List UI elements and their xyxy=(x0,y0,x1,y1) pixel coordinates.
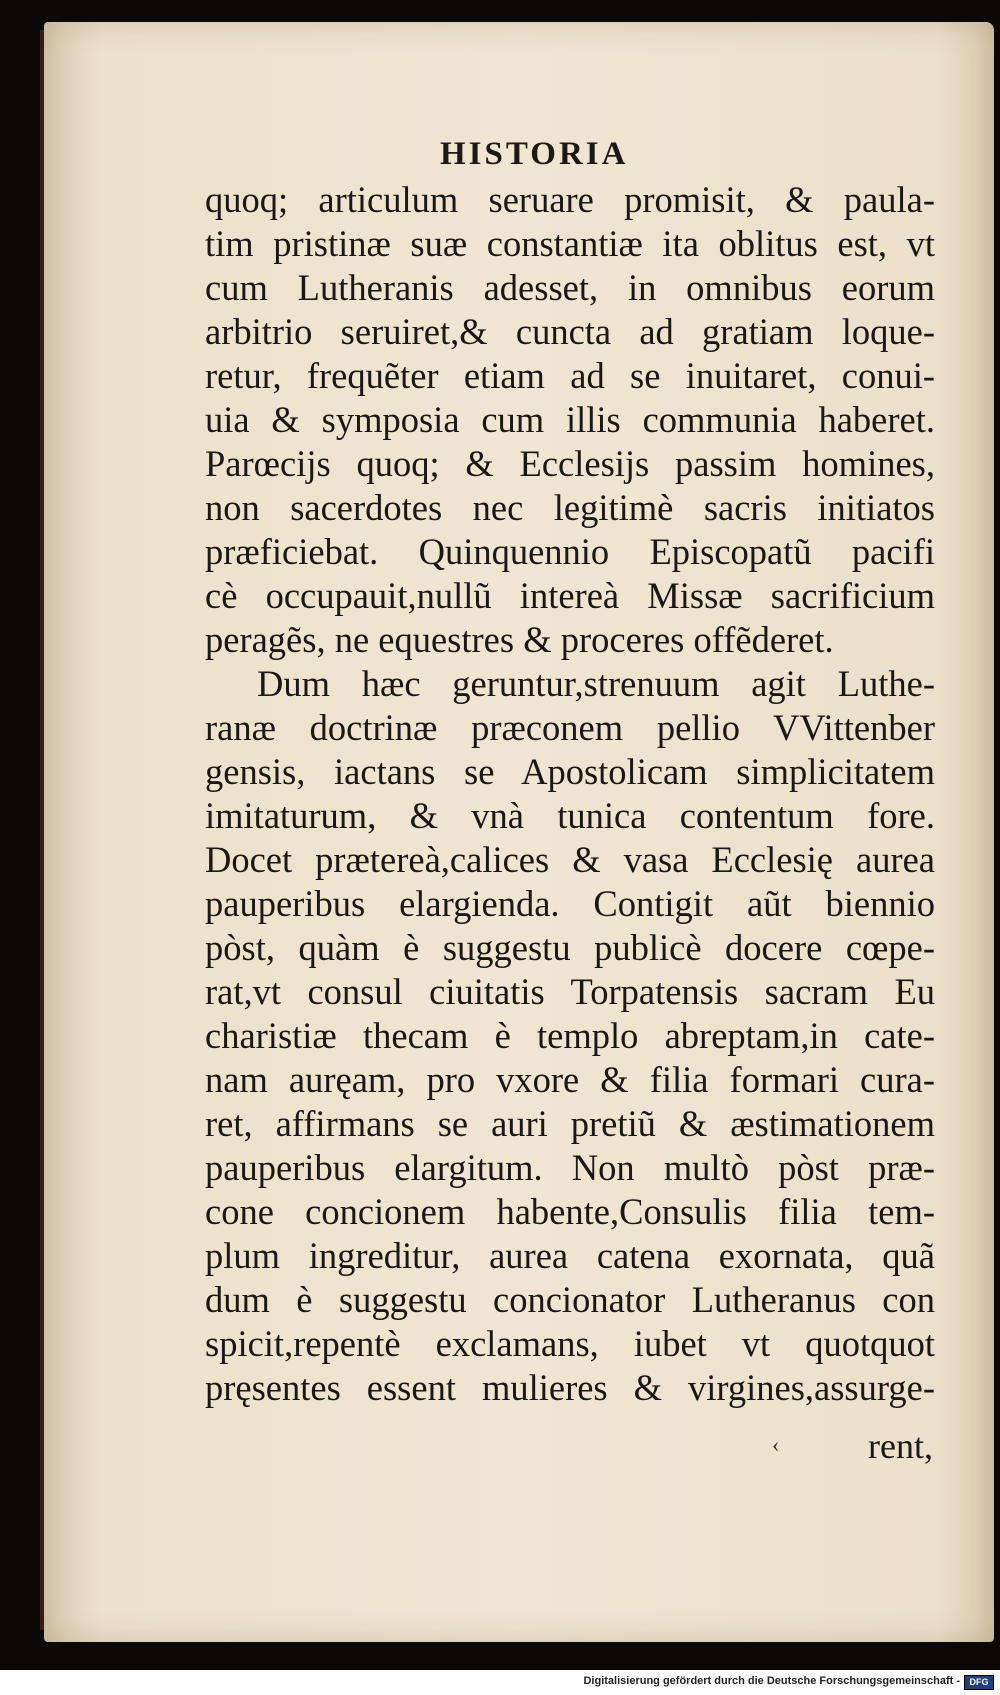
dfg-logo-icon: DFG xyxy=(964,1675,994,1690)
text-line: non sacerdotes nec legitimè sacris initiatos xyxy=(205,487,935,528)
text-line: cum Lutheranis adesset, in omnibus eorum xyxy=(205,267,935,308)
text-line: imitaturum, & vnà tunica contentum fore. xyxy=(205,795,935,836)
text-line-paragraph-end: peragẽs, ne equestres & proceres offẽderet. xyxy=(205,619,834,660)
text-line-paragraph-start: Dum hæc geruntur,strenuum agit Luthe- xyxy=(257,663,935,704)
text-line: præficiebat. Quinquennio Episcopatũ pacifi xyxy=(205,531,935,572)
catchword: rent, xyxy=(868,1426,933,1466)
stray-ink-mark: ‹ xyxy=(772,1432,780,1457)
text-line: gensis, iactans se Apostolicam simplicitatem xyxy=(205,751,935,792)
text-line: Parœcijs quoq; & Ecclesijs passim homines, xyxy=(205,443,935,484)
text-line: Docet prætereà,calices & vasa Ecclesię aurea xyxy=(205,839,935,880)
text-line: rat,vt consul ciuitatis Torpatensis sacram Eu xyxy=(205,971,935,1012)
text-line: ret, affirmans se auri pretiũ & æstimationem xyxy=(205,1103,935,1144)
text-line: quoq; articulum seruare promisit, & paula- xyxy=(205,179,935,220)
running-head: HISTORIA xyxy=(440,136,629,172)
text-line: pòst, quàm è suggestu publicè docere cœpe- xyxy=(205,927,935,968)
text-line: spicit,repentè exclamans, iubet vt quotquot xyxy=(205,1323,935,1364)
text-line: uia & symposia cum illis communia haberet. xyxy=(205,399,935,440)
body-text xyxy=(205,178,935,1410)
text-line: dum è suggestu concionator Lutheranus con xyxy=(205,1279,935,1320)
text-line: nam auręam, pro vxore & filia formari cura- xyxy=(205,1059,935,1100)
text-line: pauperibus elargitum. Non multò pòst præ- xyxy=(205,1147,935,1188)
text-line: charistiæ thecam è templo abreptam,in cate- xyxy=(205,1015,935,1056)
text-line: cone concionem habente,Consulis filia tem- xyxy=(205,1191,935,1232)
digitization-footer xyxy=(0,1670,1000,1695)
text-line: tim pristinæ suæ constantiæ ita oblitus est, vt xyxy=(205,223,935,264)
text-line: cè occupauit,nullũ intereà Missæ sacrificium xyxy=(205,575,935,616)
funding-credit: Digitalisierung gefördert durch die Deutsche Forschungsgemeinschaft - xyxy=(583,1675,960,1687)
text-line: pręsentes essent mulieres & virgines,assurge- xyxy=(205,1367,935,1408)
text-line: ranæ doctrinæ præconem pellio VVittenber xyxy=(205,707,935,748)
text-line: retur, frequẽter etiam ad se inuitaret, conui- xyxy=(205,355,935,396)
text-line: pauperibus elargienda. Contigit aũt biennio xyxy=(205,883,935,924)
text-line: plum ingreditur, aurea catena exornata, quã xyxy=(205,1235,935,1276)
text-line: arbitrio seruiret,& cuncta ad gratiam loque- xyxy=(205,311,935,352)
